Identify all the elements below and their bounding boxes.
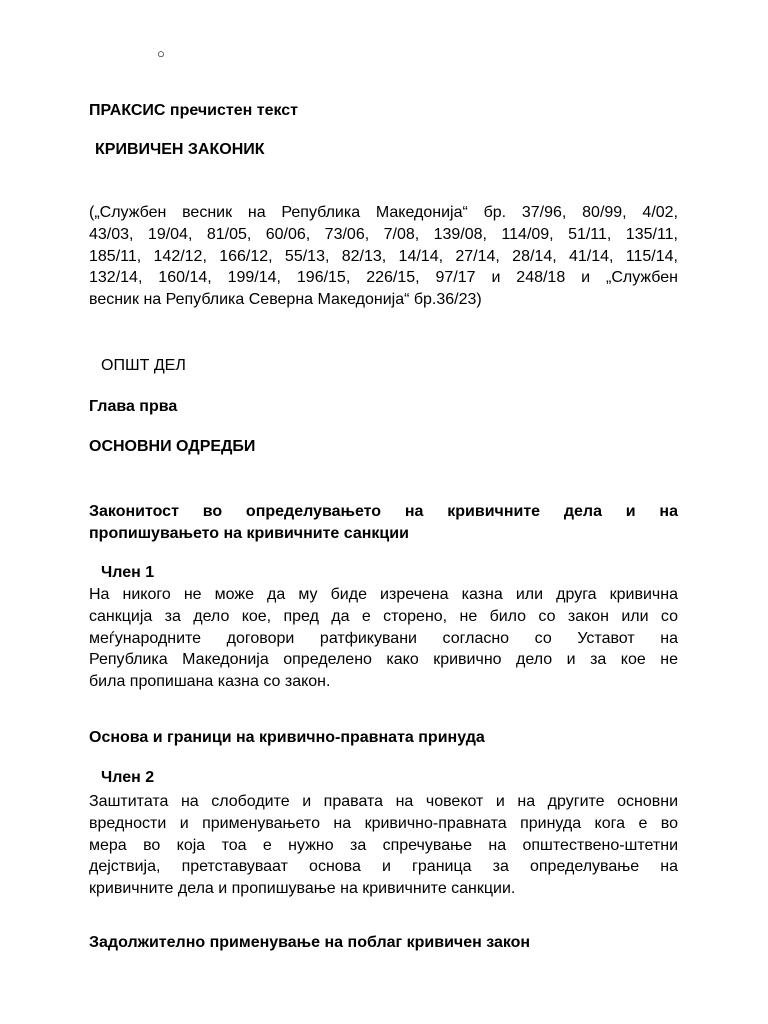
article-line: Заштитата на слободите и правата на човекот и на другите основни <box>89 793 678 810</box>
gazette-line: („Службен весник на Република Македонија“ бр. 37/96, 80/99, 4/02, <box>89 204 678 221</box>
article-line: Република Македонија определено како кривично дело и за кое не <box>89 651 678 669</box>
article-line: На никого не може да му биде изречена казна или друга кривична <box>89 586 678 603</box>
gazette-line: 43/03, 19/04, 81/05, 60/06, 73/06, 7/08, 139/08, 114/09, 51/11, 135/11, <box>89 225 678 243</box>
gazette-line: весник на Република Северна Македонија“ бр.36/23) <box>89 291 482 309</box>
section-title-line: Законитост во определувањето на кривичните дела и на <box>89 503 678 520</box>
article-line: била пропишана казна со закон. <box>89 673 331 691</box>
article-line: дејствија, претставуваат основа и граница за определување на <box>89 858 678 876</box>
part-title: ОПШТ ДЕЛ <box>101 357 186 374</box>
gazette-reference <box>89 202 678 311</box>
article-1-label: Член 1 <box>101 564 155 581</box>
section-title-line: пропишувањето на кривичните санкции <box>89 524 409 542</box>
header-title: ПРАКСИС пречистен текст <box>89 102 298 119</box>
gazette-line: 185/11, 142/12, 166/12, 55/13, 82/13, 14/14, 27/14, 28/14, 41/14, 115/14, <box>89 247 678 265</box>
article-line: санкција за дело кое, пред да е сторено, не било со закон или со <box>89 607 678 625</box>
chapter-name: ОСНОВНИ ОДРЕДБИ <box>89 438 256 455</box>
article-1-text <box>89 584 678 693</box>
law-title: КРИВИЧЕН ЗАКОНИК <box>95 141 265 158</box>
article-line: кривичните дела и пропишување на кривичните санкции. <box>89 880 516 898</box>
article-line: мера во која тоа е нужно за спречување на општествено-штетни <box>89 836 678 854</box>
article-line: вредности и применувањето на кривично-правната принуда кога е во <box>89 814 678 832</box>
list-bullet: ○ <box>157 46 165 61</box>
section-title-3: Задолжително применување на поблаг кривичен закон <box>89 934 531 951</box>
gazette-line: 132/14, 160/14, 199/14, 196/15, 226/15, 97/17 и 248/18 и „Службен <box>89 269 678 287</box>
article-2-text <box>89 791 678 900</box>
article-line: меѓународните договори ратфикувани согласно со Уставот на <box>89 629 678 647</box>
section-title-1 <box>89 501 678 545</box>
article-2-label: Член 2 <box>101 769 155 786</box>
chapter-title: Глава прва <box>89 398 178 415</box>
section-title-2: Основа и граници на кривично-правната принуда <box>89 729 485 746</box>
